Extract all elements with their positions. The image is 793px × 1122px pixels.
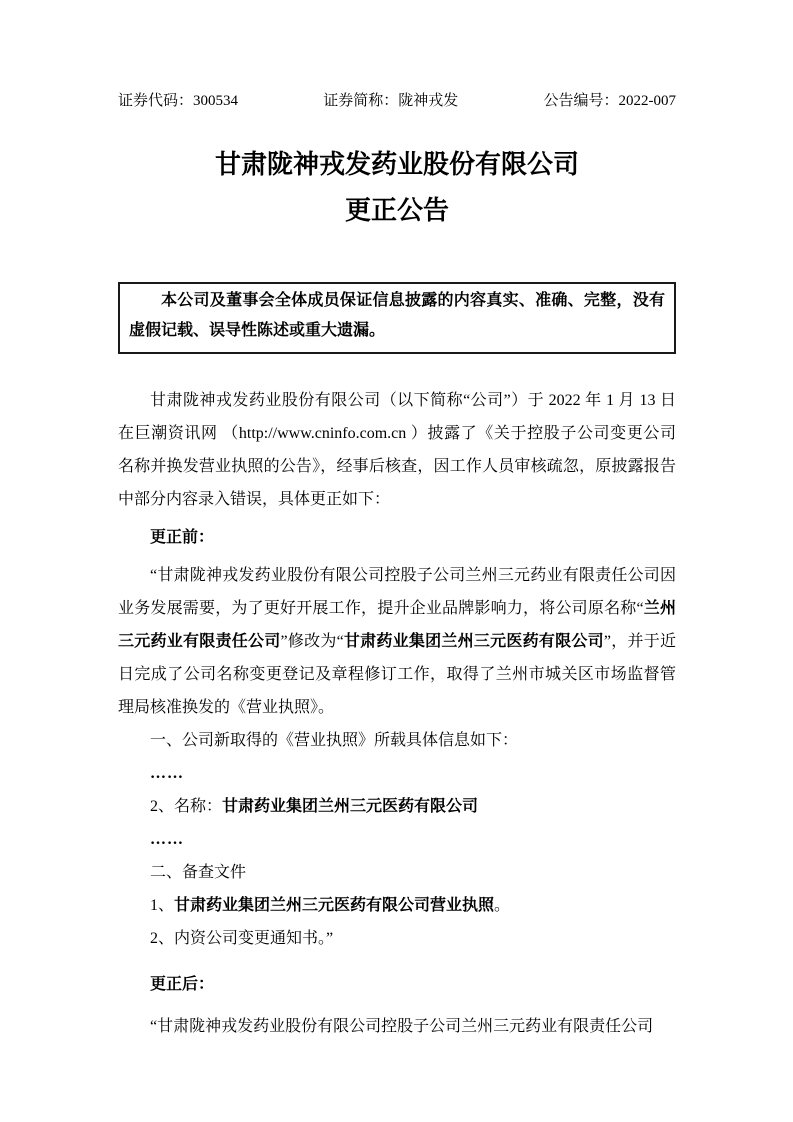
disclaimer-text: 本公司及董事会全体成员保证信息披露的内容真实、准确、完整，没有虚假记载、误导性陈述或重大遗漏。 [129, 292, 665, 339]
company-name-title: 甘肃陇神戎发药业股份有限公司 [214, 150, 579, 179]
text-run: ”修改为“ [280, 633, 344, 650]
intro-paragraph: 甘肃陇神戎发药业股份有限公司（以下简称“公司”）于 2022 年 1 月 13 日在巨潮资讯网 （http://www.cninfo.com.cn ）披露了《关于控股子公司变更公司名称并换发营业执照的公告》，经事后核查，因工作人员审核疏忽，原披露报告中部分内容录入错误，具体更正如下： [118, 392, 676, 508]
stock-abbr: 证券简称：陇神戎发 [323, 93, 459, 109]
ellipsis-line: …… [150, 765, 184, 782]
announcement-number: 公告编号：2022-007 [543, 93, 676, 109]
section-one-item: 一、公司新取得的《营业执照》所载具体信息如下： [150, 732, 519, 749]
after-correction-paragraph: “甘肃陇神戎发药业股份有限公司控股子公司兰州三元药业有限责任公司 [150, 1018, 654, 1035]
doc-body [118, 384, 676, 1043]
ellipsis-line: …… [150, 831, 184, 848]
after-correction-heading: 更正后： [150, 976, 215, 993]
doc-header [118, 90, 676, 112]
text-run: ”，并于近日完成了公司名称变更登记及章程修订工作，取得了兰州市城关区市场监督管理局核准换发的《营业执照》。 [118, 633, 676, 716]
name-item-label: 2、名称： [150, 798, 223, 815]
text-run: “甘肃陇神戎发药业股份有限公司控股子公司兰州三元药业有限责任公司因业务发展需要，为了更好开展工作，提升企业品牌影响力，将公司原名称“ [118, 567, 676, 617]
attachment-item-1 [118, 889, 676, 922]
name-item [118, 790, 676, 823]
before-correction-paragraph [118, 559, 676, 724]
new-company-name: 甘肃药业集团兰州三元医药有限公司 [343, 633, 604, 650]
old-company-name: 兰州三元药业有限责任公司 [118, 600, 676, 650]
attachment-number: 1、 [150, 897, 175, 914]
attachment-item-2: 2、内资公司变更通知书。” [150, 930, 334, 947]
before-correction-heading: 更正前： [150, 529, 215, 546]
stock-code: 证券代码：300534 [118, 93, 239, 109]
announcement-type-title: 更正公告 [344, 196, 449, 225]
section-two-item: 二、备查文件 [150, 864, 247, 881]
disclaimer-box [118, 282, 676, 354]
attachment-title: 甘肃药业集团兰州三元医药有限公司营业执照 [174, 897, 495, 914]
name-item-value: 甘肃药业集团兰州三元医药有限公司 [222, 798, 479, 815]
text-run: 。 [494, 897, 511, 914]
